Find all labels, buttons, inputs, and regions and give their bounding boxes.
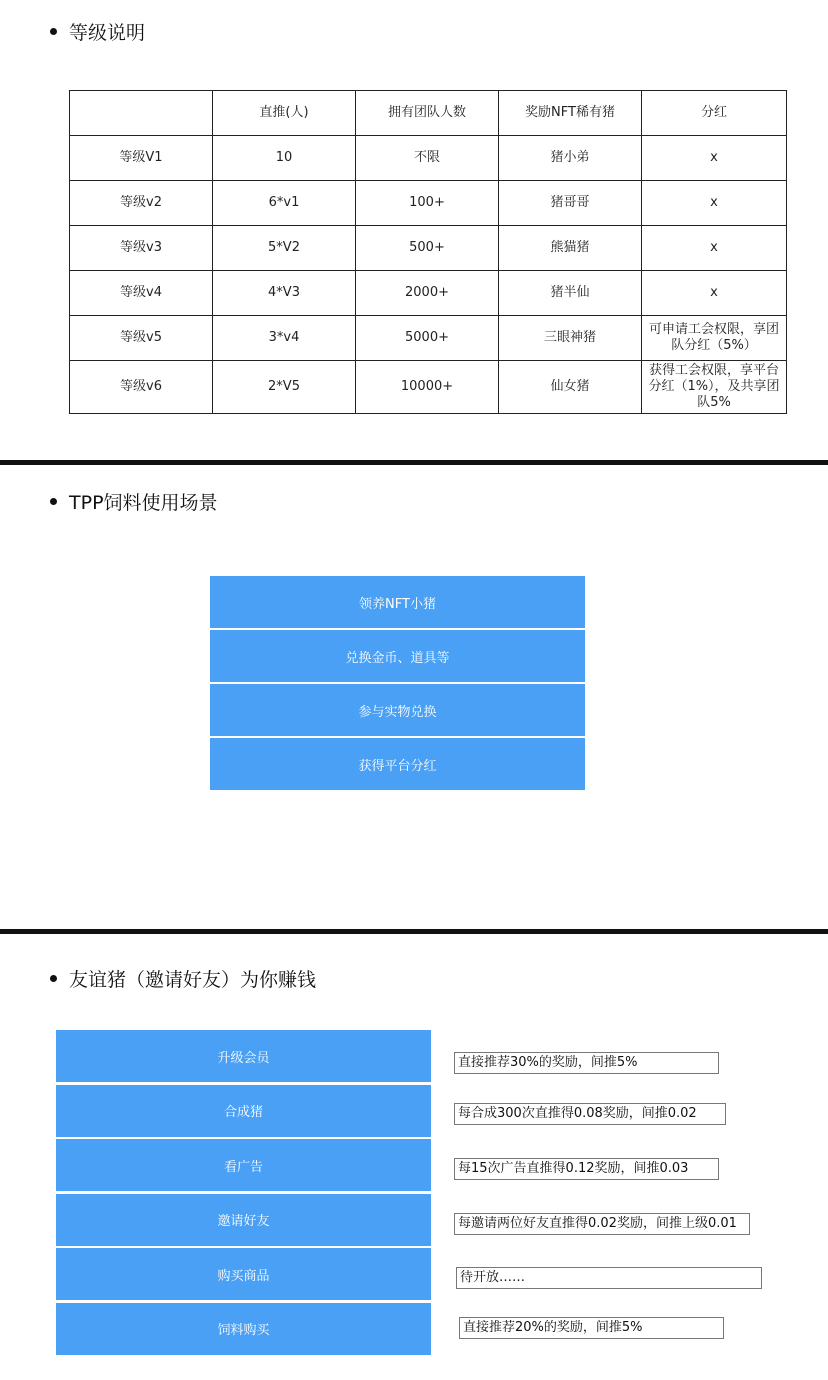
bullet-icon: [50, 975, 57, 982]
table-cell: 10: [213, 136, 356, 181]
table-cell: 猪小弟: [499, 136, 642, 181]
table-cell: 2000+: [356, 271, 499, 316]
table-cell: 可申请工会权限，享团队分红（5%）: [642, 316, 787, 361]
header-cell: 分红: [642, 91, 787, 136]
table-cell: 2*V5: [213, 361, 356, 414]
reward-note: 直接推荐20%的奖励，间推5%: [459, 1317, 724, 1339]
table-cell: 等级v2: [70, 181, 213, 226]
section-divider: [0, 929, 828, 934]
table-cell: 三眼神猪: [499, 316, 642, 361]
section-divider: [0, 460, 828, 465]
tpp-heading: [50, 488, 218, 515]
table-cell: x: [642, 181, 787, 226]
table-cell: 熊猫猪: [499, 226, 642, 271]
table-cell: 等级v5: [70, 316, 213, 361]
invite-item-invite[interactable]: 邀请好友: [56, 1194, 431, 1246]
invite-heading: [50, 965, 316, 992]
table-cell: 100+: [356, 181, 499, 226]
table-cell: 猪哥哥: [499, 181, 642, 226]
tpp-item-exchange[interactable]: 兑换金币、道具等: [210, 630, 585, 682]
tpp-item-physical[interactable]: 参与实物兑换: [210, 684, 585, 736]
header-cell: [70, 91, 213, 136]
table-cell: 等级v3: [70, 226, 213, 271]
table-row: [70, 181, 787, 226]
reward-note: 每合成300次直推得0.08奖励，间推0.02: [454, 1103, 726, 1125]
bullet-icon: [50, 498, 57, 505]
invite-item-merge[interactable]: 合成猪: [56, 1085, 431, 1137]
table-cell: 4*V3: [213, 271, 356, 316]
header-cell: 直推(人): [213, 91, 356, 136]
tpp-item-adopt[interactable]: 领养NFT小猪: [210, 576, 585, 628]
table-cell: x: [642, 271, 787, 316]
reward-note: 每15次广告直推得0.12奖励，间推0.03: [454, 1158, 719, 1180]
reward-note: 直接推荐30%的奖励，间推5%: [454, 1052, 719, 1074]
invite-item-feed[interactable]: 饲料购买: [56, 1303, 431, 1355]
table-cell: 仙女猪: [499, 361, 642, 414]
table-cell: 5000+: [356, 316, 499, 361]
header-cell: 奖励NFT稀有猪: [499, 91, 642, 136]
reward-note: 待开放……: [456, 1267, 762, 1289]
levels-title: 等级说明: [69, 22, 146, 44]
tpp-item-dividend[interactable]: 获得平台分红: [210, 738, 585, 790]
tpp-usage-list: [210, 576, 585, 792]
table-cell: 等级v4: [70, 271, 213, 316]
header-cell: 拥有团队人数: [356, 91, 499, 136]
table-row: [70, 361, 787, 414]
table-row: [70, 136, 787, 181]
bullet-icon: [50, 28, 57, 35]
table-row: [70, 316, 787, 361]
tpp-title: TPP饲料使用场景: [69, 492, 218, 514]
table-cell: 等级v6: [70, 361, 213, 414]
invite-item-shop[interactable]: 购买商品: [56, 1248, 431, 1300]
reward-note: 每邀请两位好友直推得0.02奖励，间推上级0.01: [454, 1213, 750, 1235]
table-row: [70, 226, 787, 271]
table-row: [70, 271, 787, 316]
levels-heading: [50, 18, 145, 45]
invite-title: 友谊猪（邀请好友）为你赚钱: [69, 969, 317, 991]
table-cell: 5*V2: [213, 226, 356, 271]
table-cell: x: [642, 136, 787, 181]
table-header-row: [70, 91, 787, 136]
table-cell: 6*v1: [213, 181, 356, 226]
level-table: [69, 90, 787, 414]
table-cell: 不限: [356, 136, 499, 181]
table-cell: 500+: [356, 226, 499, 271]
invite-item-ads[interactable]: 看广告: [56, 1139, 431, 1191]
table-cell: 10000+: [356, 361, 499, 414]
table-cell: 3*v4: [213, 316, 356, 361]
table-cell: 获得工会权限，享平台分红（1%），及共享团队5%: [642, 361, 787, 414]
invite-item-upgrade[interactable]: 升级会员: [56, 1030, 431, 1082]
invite-list: [56, 1030, 431, 1358]
table-cell: 等级V1: [70, 136, 213, 181]
table-cell: x: [642, 226, 787, 271]
table-cell: 猪半仙: [499, 271, 642, 316]
